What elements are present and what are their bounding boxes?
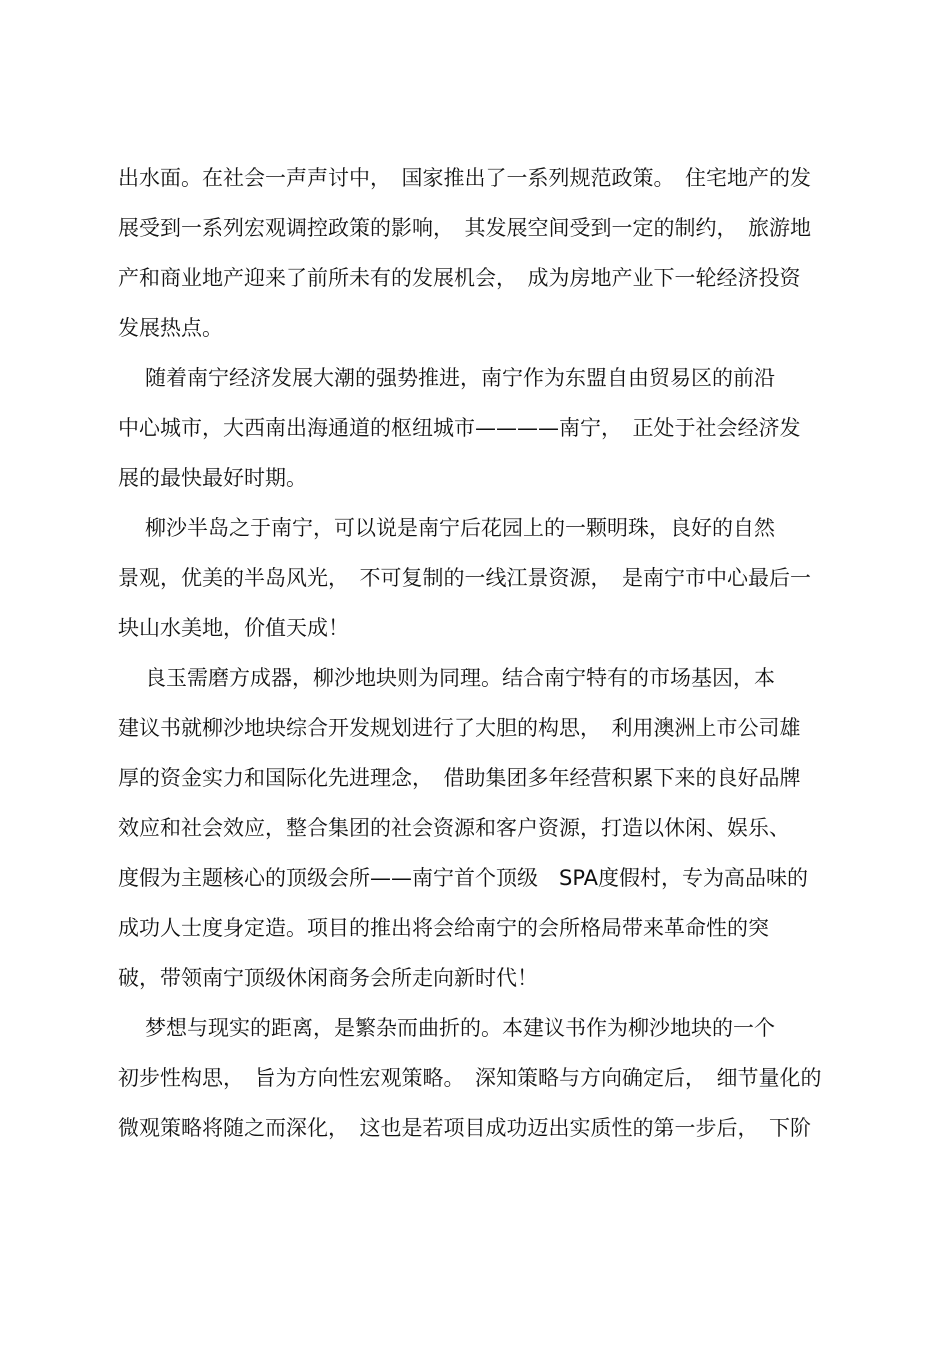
body-text bbox=[118, 160, 823, 1160]
text-line: 展受到一系列宏观调控政策的影响， 其发展空间受到一定的制约， 旅游地 bbox=[118, 216, 811, 240]
text-line: 出水面。在社会一声声讨中， 国家推出了一系列规范政策。 住宅地产的发 bbox=[118, 166, 811, 190]
text-line: 块山水美地，价值天成！ bbox=[118, 616, 349, 640]
text-line: 发展热点。 bbox=[118, 316, 223, 340]
text-line: 景观，优美的半岛风光， 不可复制的一线江景资源， 是南宁市中心最后一 bbox=[118, 566, 811, 590]
paragraph-first-line: 柳沙半岛之于南宁，可以说是南宁后花园上的一颗明珠，良好的自然 bbox=[145, 516, 775, 540]
text-line: 产和商业地产迎来了前所未有的发展机会， 成为房地产业下一轮经济投资 bbox=[118, 266, 801, 290]
text-line: 初步性构思， 旨为方向性宏观策略。 深知策略与方向确定后， 细节量化的 bbox=[118, 1066, 822, 1090]
text-line: 效应和社会效应，整合集团的社会资源和客户资源，打造以休闲、娱乐、 bbox=[118, 816, 790, 840]
text-line: 微观策略将随之而深化， 这也是若项目成功迈出实质性的第一步后， 下阶 bbox=[118, 1116, 811, 1140]
text-line: 成功人士度身定造。项目的推出将会给南宁的会所格局带来革命性的突 bbox=[118, 916, 769, 940]
text-line: 度假为主题核心的顶级会所——南宁首个顶级 SPA度假村，专为高品味的 bbox=[118, 866, 809, 890]
paragraph-first-line: 梦想与现实的距离，是繁杂而曲折的。本建议书作为柳沙地块的一个 bbox=[145, 1016, 775, 1040]
text-line: 中心城市，大西南出海通道的枢纽城市————南宁， 正处于社会经济发 bbox=[118, 416, 801, 440]
text-line: 厚的资金实力和国际化先进理念， 借助集团多年经营积累下来的良好品牌 bbox=[118, 766, 801, 790]
text-line: 建议书就柳沙地块综合开发规划进行了大胆的构思， 利用澳洲上市公司雄 bbox=[118, 716, 801, 740]
paragraph-first-line: 良玉需磨方成器，柳沙地块则为同理。结合南宁特有的市场基因，本 bbox=[145, 666, 775, 690]
text-line: 展的最快最好时期。 bbox=[118, 466, 307, 490]
text-line: 破，带领南宁顶级休闲商务会所走向新时代！ bbox=[118, 966, 538, 990]
paragraph-first-line: 随着南宁经济发展大潮的强势推进，南宁作为东盟自由贸易区的前沿 bbox=[145, 366, 775, 390]
